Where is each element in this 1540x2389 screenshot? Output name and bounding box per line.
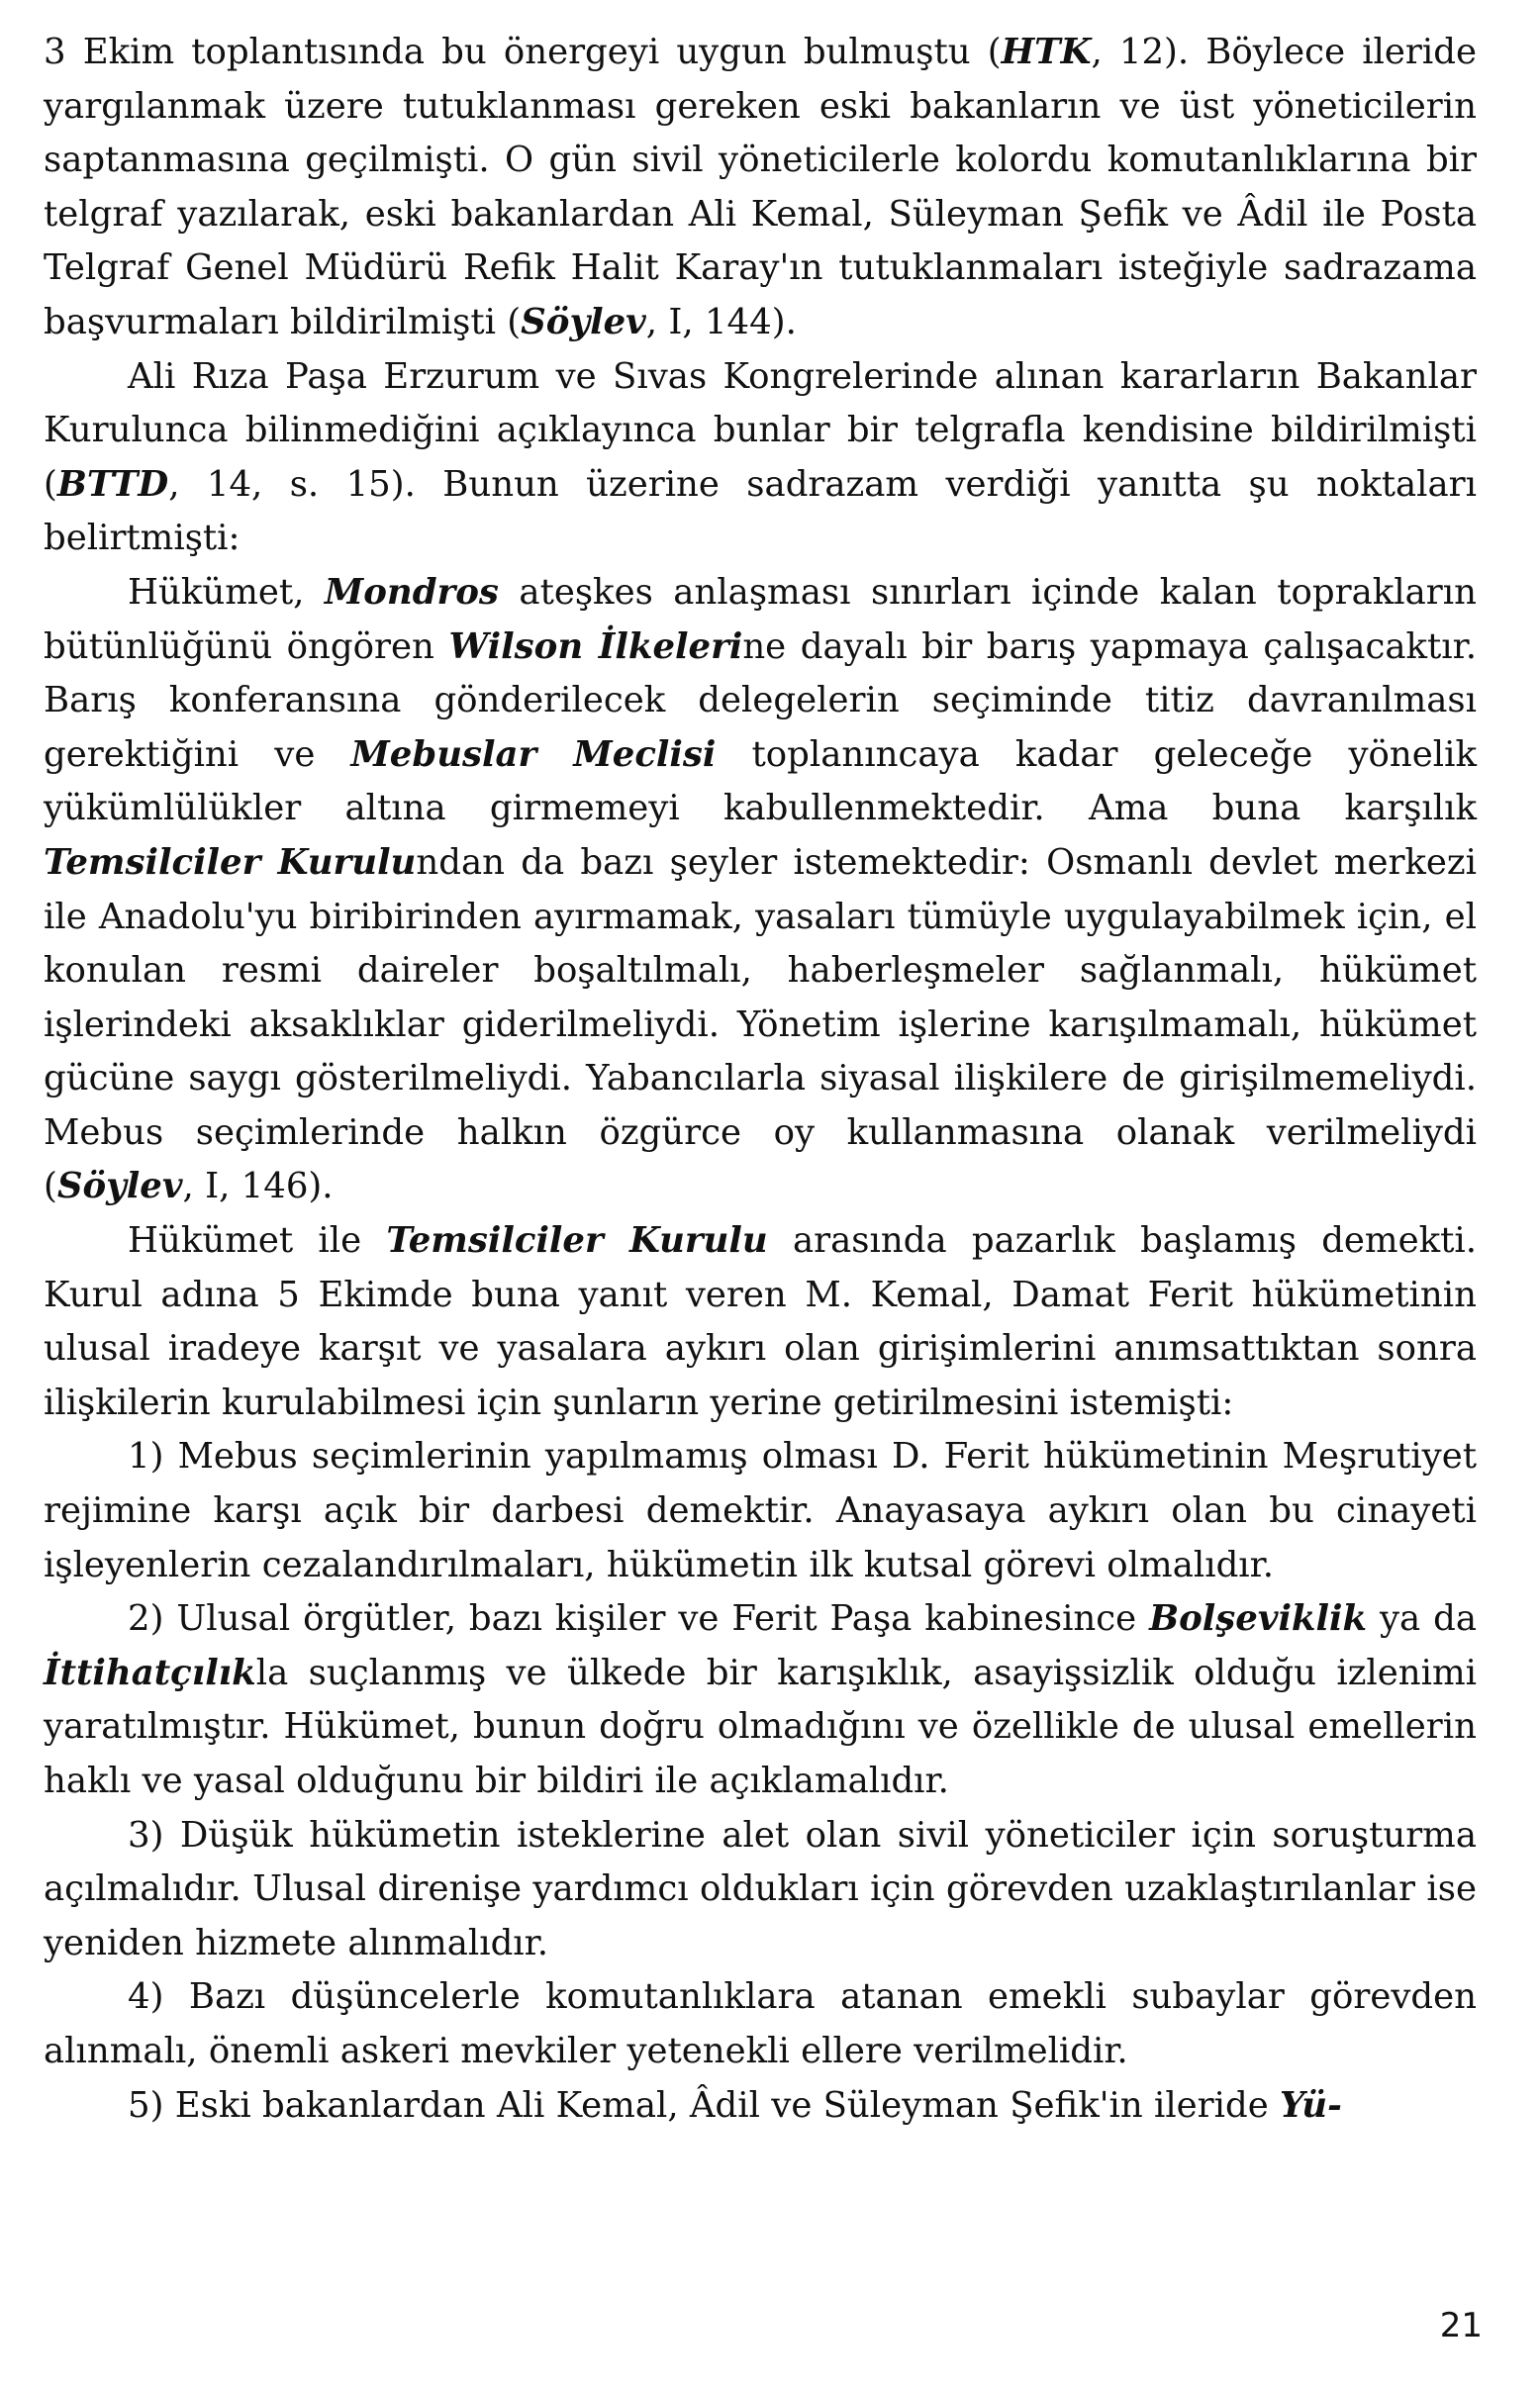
page-number: 21 [1439,2306,1483,2345]
paragraph [44,26,1477,350]
text-run: ateşkes anlaşması sınırları içinde kalan toprakların bütünlüğünü öngören [44,571,1477,667]
emphasized-term: Temsilciler Kurulu [44,841,417,883]
emphasized-term: Yü- [1280,2084,1342,2126]
text-run: 4) Bazı düşüncelerle komutanlıklara atanan emekli subaylar görevden alınmalı, önemli askeri mevkiler yetenekli ellere verilmelidir. [44,1976,1477,2071]
text-run: 3) Düşük hükümetin isteklerine alet olan sivil yöneticiler için soruşturma açılmalıdır. Ulusal direnişe yardımcı oldukları için görevden uzaklaştırılanlar ise yeniden hizmete alınmalıdır. [44,1814,1477,1963]
paragraph [44,1592,1477,1808]
emphasized-term: Mondros [324,571,499,613]
emphasized-term: Söylev [56,1166,183,1207]
text-run: arasında pazarlık başlamış demekti. Kurul adına 5 Ekimde buna yanıt veren M. Kemal, Damat Ferit hükümetinin ulusal iradeye karşıt ve yasalara aykırı olan girişimlerini anımsattıktan sonra ilişkilerin kurulabilmesi için şunların yerine getirilmesini istemişti: [44,1220,1478,1423]
text-run: Hükümet ile [128,1220,387,1262]
emphasized-term: Mebuslar Meclisi [350,733,717,775]
text-run: , 12). Böylece ileride yargılanmak üzere tutuklanması gereken eski bakanların ve üst yöneticilerin saptanmasına geçilmişti. O gün sivil yöneticilerle kolordu komutanlıklarına bir telgraf yazılarak, eski bakanlardan Ali Kemal, Süleyman Şefik ve Âdil ile Posta Telgraf Genel Müdürü Refik Halit Karay'ın tutuklanmaları isteğiyle sadrazama başvurmaları bildirilmişti ( [44,32,1477,342]
emphasized-term: Söylev [521,301,646,342]
emphasized-term: BTTD [56,463,169,505]
page-body [44,26,1477,2133]
paragraph [44,566,1477,1214]
text-run: toplanıncaya kadar geleceğe yönelik yükümlülükler altına girmemeyi kabullenmektedir. Ama buna karşılık [44,733,1477,829]
emphasized-term: Wilson İlkeleri [448,625,743,667]
emphasized-term: HTK [1001,32,1092,72]
emphasized-term: İttihatçılık [44,1652,256,1693]
emphasized-term: Bolşeviklik [1149,1598,1368,1640]
paragraph [44,1214,1477,1430]
paragraph [44,1970,1477,2078]
text-run: la suçlanmış ve ülkede bir karışıklık, asayişsizlik olduğu izlenimi yaratılmıştır. Hükümet, bunun doğru olmadığını ve özellikle de ulusal emellerin haklı ve yasal olduğunu bir bildiri ile açıklamalıdır. [44,1652,1477,1801]
text-run: 5) Eski bakanlardan Ali Kemal, Âdil ve Süleyman Şefik'in ileride [128,2084,1281,2126]
text-run: 2) Ulusal örgütler, bazı kişiler ve Ferit Paşa kabinesince [128,1598,1150,1640]
text-run: , I, 144). [645,301,797,342]
text-run: 1) Mebus seçimlerinin yapılmamış olması D. Ferit hükümetinin Meşrutiyet rejimine karşı açık bir darbesi demektir. Anayasaya aykırı olan bu cinayeti işleyenlerin cezalandırılmaları, hükümetin ilk kutsal görevi olmalıdır. [44,1436,1477,1585]
paragraph [44,1809,1477,1971]
text-run: Hükümet, [128,571,325,613]
text-run: ne dayalı bir barış yapmaya çalışacaktır. Barış konferansına gönderilecek delegelerin seçiminde titiz davranılması gerektiğini ve [44,625,1477,775]
text-run: ndan da bazı şeyler istemektedir: Osmanlı devlet merkezi ile Anadolu'yu biribirinden ayırmamak, yasaları tümüyle uygulayabilmek için, el konulan resmi daireler boşaltılmalı, haberleşmeler sağlanmalı, hükümet işlerindeki aksaklıklar giderilmeliydi. Yönetim işlerine karışılmamalı, hükümet gücüne saygı gösterilmeliydi. Yabancılarla siyasal ilişkilere de girişilmemeliydi. Mebus seçimlerinde halkın özgürce oy kullanmasına olanak verilmeliydi ( [44,841,1477,1207]
paragraph [44,2079,1477,2134]
text-run: 3 Ekim toplantısında bu önergeyi uygun bulmuştu ( [44,32,1002,72]
text-run: , I, 146). [182,1166,334,1207]
text-run: ya da [1367,1598,1477,1640]
paragraph [44,1430,1477,1592]
paragraph [44,350,1477,566]
text-run: Ali Rıza Paşa Erzurum ve Sıvas Kongrelerinde alınan kararların Bakanlar Kurulunca bilinmediğini açıklayınca bunlar bir telgrafla kendisine bildirilmişti ( [44,355,1477,505]
emphasized-term: Temsilciler Kurulu [386,1220,768,1262]
text-run: , 14, s. 15). Bunun üzerine sadrazam verdiği yanıtta şu noktaları belirtmişti: [44,463,1477,559]
